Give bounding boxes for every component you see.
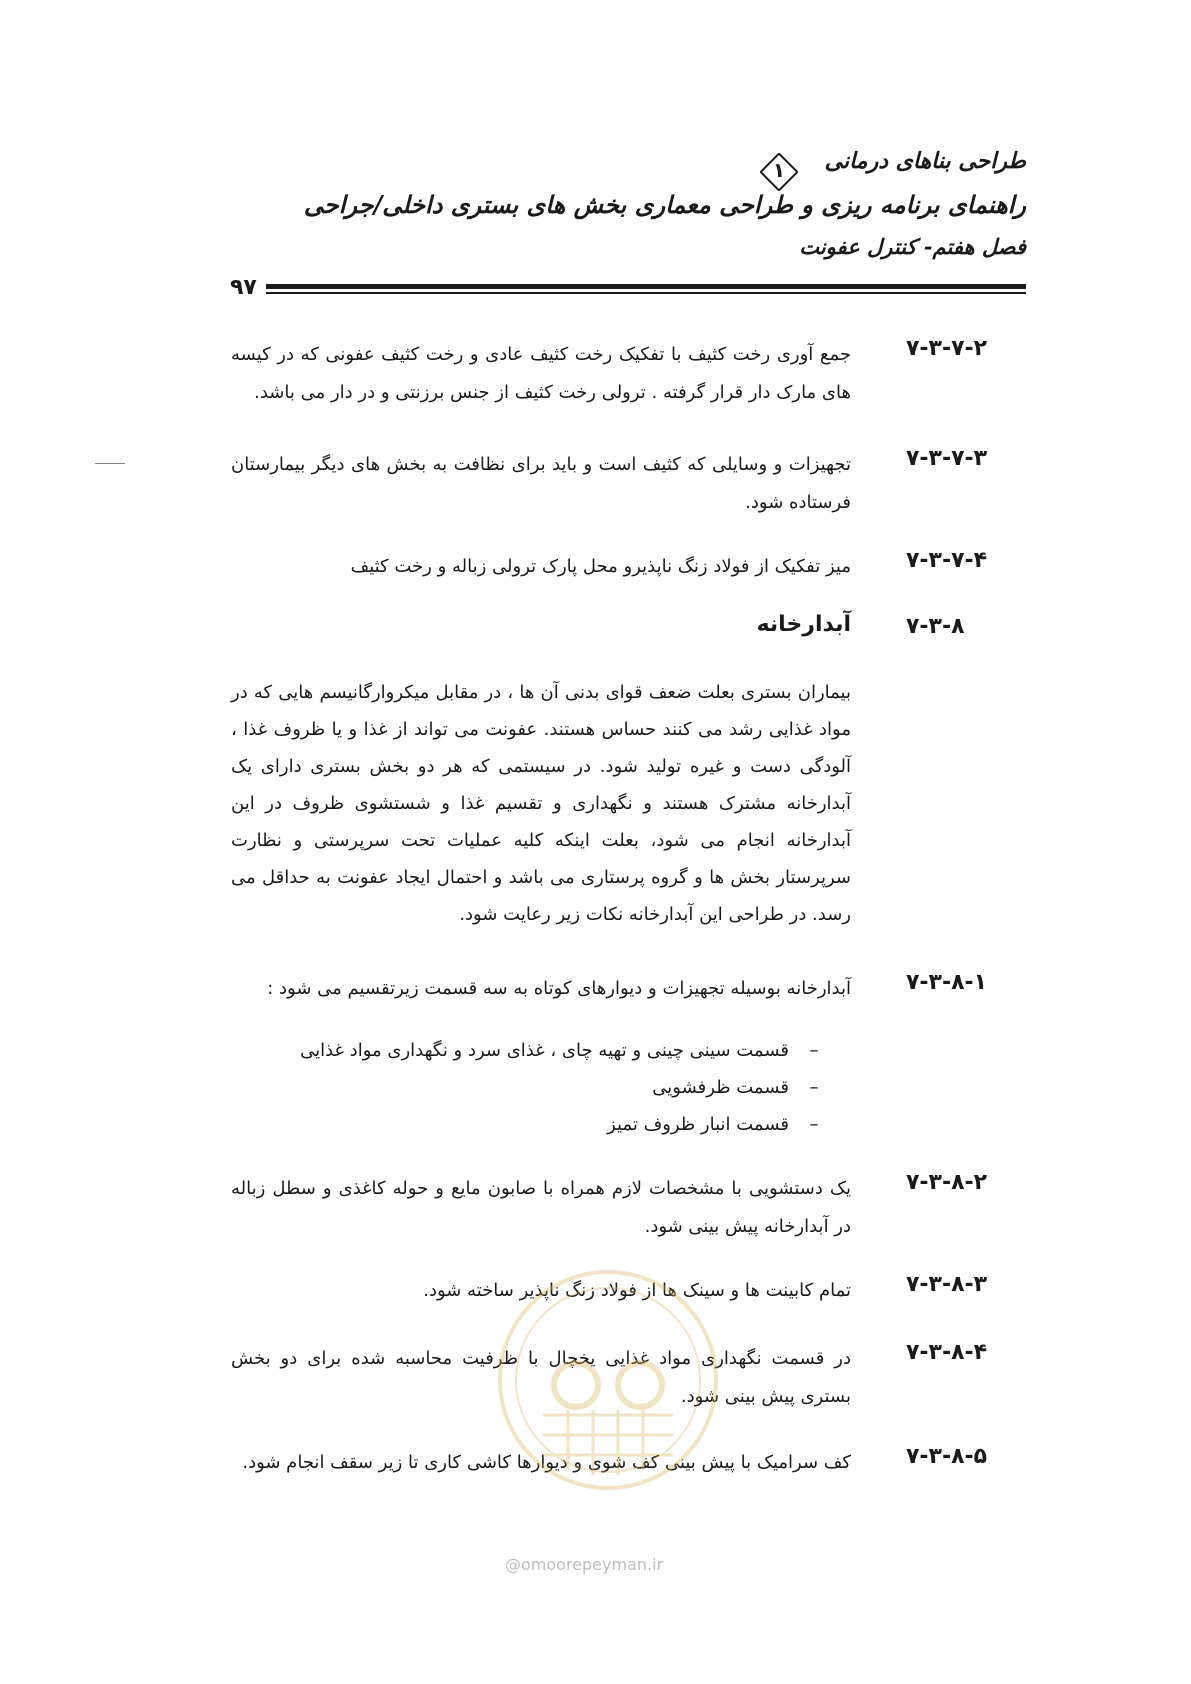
- subitem-number: ۷-۳-۸-۲: [906, 1170, 988, 1195]
- item-number: ۷-۳-۷-۲: [906, 336, 988, 361]
- chapter-badge-icon: [757, 150, 801, 194]
- badge-number: ۱: [772, 158, 786, 182]
- item-number: ۷-۳-۷-۳: [906, 446, 988, 471]
- page-number: ۹۷: [230, 275, 257, 300]
- bullet-item: [261, 1106, 821, 1143]
- dash-icon: –: [809, 1114, 819, 1135]
- bullet-text: قسمت سینی چینی و تهیه چای ، غذای سرد و نگهداری مواد غذایی: [300, 1040, 789, 1061]
- book-subtitle: راهنمای برنامه ریزی و طراحی معماری بخش های بستری داخلی/جراحی: [303, 190, 1026, 219]
- subitem-number: ۷-۳-۸-۳: [906, 1272, 988, 1297]
- item-text: جمع آوری رخت کثیف با تفکیک رخت کثیف عادی و رخت کثیف عفونی که در کیسه های مارک دار قرار گرفته . ترولی رخت کثیف از جنس برزنتی و در دار می باشد.: [231, 344, 851, 403]
- subitem-text: یک دستشویی با مشخصات لازم همراه با صابون مایع و حوله کاغذی و سطل زباله در آبدارخانه پیش بینی شود.: [231, 1178, 851, 1237]
- section-title: آبدارخانه: [756, 612, 851, 637]
- subitem-text: در قسمت نگهداری مواد غذایی یخچال با ظرفیت محاسبه شده برای دو بخش بستری پیش بینی شود.: [231, 1348, 851, 1407]
- chapter-title: فصل هفتم- کنترل عفونت: [799, 234, 1026, 259]
- bullet-text: قسمت انبار ظروف تمیز: [607, 1114, 789, 1135]
- subitem-text: آبدارخانه بوسیله تجهیزات و دیوارهای کوتاه به سه قسمت زیرتقسیم می شود :: [267, 978, 851, 999]
- subitem-number: ۷-۳-۸-۱: [906, 970, 988, 995]
- bullet-item: [261, 1032, 821, 1069]
- item-text: تجهیزات و وسایلی که کثیف است و باید برای نظافت به بخش های دیگر بیمارستان فرستاده شود.: [231, 454, 851, 513]
- subitem-text: تمام کابینت ها و سینک ها از فولاد زنگ ناپذیر ساخته شود.: [423, 1280, 851, 1301]
- item-text: میز تفکیک از فولاد زنگ ناپذیرو محل پارک ترولی زباله و رخت کثیف: [350, 556, 851, 577]
- subitem-number: ۷-۳-۸-۵: [906, 1444, 988, 1469]
- header-rule-thin: [266, 292, 1026, 294]
- bullet-list: [261, 1032, 821, 1143]
- dash-icon: –: [809, 1040, 819, 1061]
- subitem-number: ۷-۳-۸-۴: [906, 1340, 988, 1365]
- section-number: ۷-۳-۸: [906, 614, 965, 639]
- header-rule-thick: [266, 284, 1026, 289]
- section-intro: بیماران بستری بعلت ضعف قوای بدنی آن ها ، در مقابل میکروارگانیسم هایی که در مواد غذایی رشد می کنند حساس هستند. عفونت می تواند از غذا و یا ظروف غذا ، آلودگی دست و غیره تولید شود. در سیستمی که هر دو بخش بستری دارای یک آبدارخانه مشترک هستند و نگهداری و تقسیم غذا و شستشوی ظروف در این آبدارخانه انجام می شود، بعلت اینکه کلیه عملیات تحت سرپرستی و نظارت سرپرستار بخش ها و گروه پرستاری می باشد و احتمال ایجاد عفونت به حداقل می رسد. در طراحی این آبدارخانه نکات زیر رعایت شود.: [231, 682, 851, 925]
- margin-mark: [95, 463, 125, 464]
- bullet-item: [261, 1069, 821, 1106]
- item-number: ۷-۳-۷-۴: [906, 548, 988, 573]
- bullet-text: قسمت ظرفشویی: [652, 1077, 789, 1098]
- dash-icon: –: [809, 1077, 819, 1098]
- book-title: طراحی بناهای درمانی: [824, 148, 1026, 174]
- watermark-logo-icon: [488, 1265, 728, 1495]
- watermark-site: @omoorepeyman.ir: [505, 1555, 664, 1574]
- subitem-text: کف سرامیک با پیش بینی کف شوی و دیوارها کاشی کاری تا زیر سقف انجام شود.: [242, 1452, 851, 1473]
